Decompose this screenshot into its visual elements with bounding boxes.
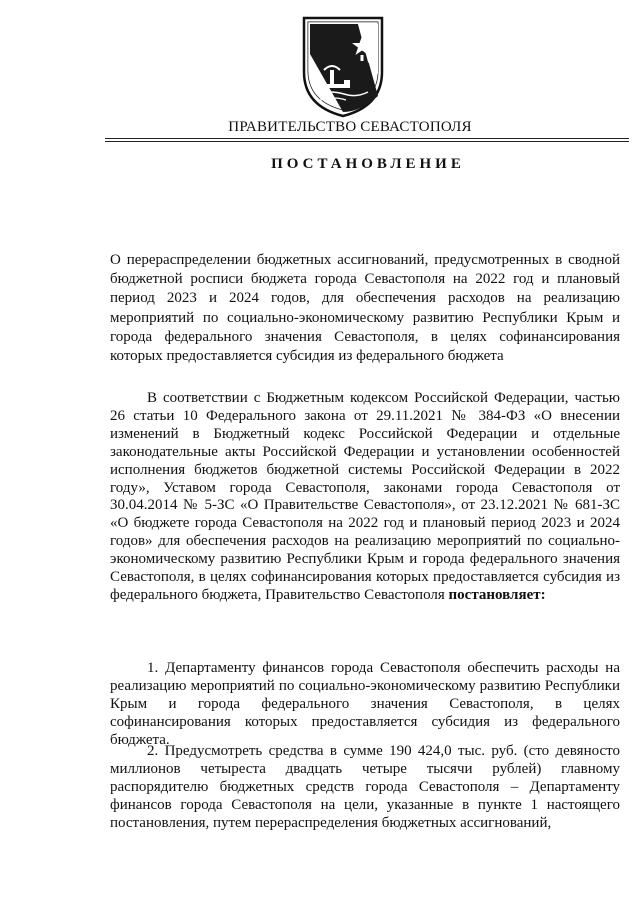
preamble-text: В соответствии с Бюджетным кодексом Российской Федерации, частью 26 статьи 10 Федерального закона от 29.11.2021 № 384-ФЗ «О внесении изменений в Бюджетный кодекс Российской Федерации и отдельные законодательные акты Российской Федерации и установлении особенностей исполнения бюджетов бюджетной системы Российской Федерации в 2022 году», Уставом города Севастополя, законами города Севастополя от 30.04.2014 № 5-ЗС «О Правительстве Севастополя», от 23.12.2021 № 681-ЗС «О бюджете города Севастополя на 2022 год и плановый период 2023 и 2024 годов» для обеспечения расходов на реализацию мероприятий по социально-экономическому развитию Республики Крым и города федерального значения Севастополя, в целях софинансирования которых предоставляется субсидия из федерального бюджета, Правительство Севастополя bbox=[110, 390, 620, 603]
header-rule-top bbox=[105, 138, 629, 139]
clause-1: 1. Департаменту финансов города Севастополя обеспечить расходы на реализацию мероприятий по социально-экономическому развитию Республики Крым и города федерального значения Севастополя, в целях софинансирования которых предоставляется субсидия из федерального бюджета. bbox=[110, 660, 620, 748]
coat-of-arms-emblem bbox=[300, 14, 386, 118]
preamble-paragraph bbox=[110, 390, 620, 605]
clause-2: 2. Предусмотреть средства в сумме 190 424,0 тыс. руб. (сто девяносто миллионов четыреста двадцать четыре тысячи рублей) главному распорядителю бюджетных средств города Севастополя – Департаменту финансов города Севастополя на цели, указанные в пункте 1 настоящего постановления, путем перераспределения бюджетных ассигнований, bbox=[110, 743, 620, 831]
document-subject: О перераспределении бюджетных ассигнований, предусмотренных в сводной бюджетной росписи бюджета города Севастополя на 2022 год и плановый период 2023 и 2024 годов, для обеспечения расходов на реализацию мероприятий по социально-экономическому развитию Республики Крым и города федерального значения Севастополя, в целях софинансирования которых предоставляется субсидия из федерального бюджета bbox=[110, 252, 620, 365]
document-type: ПОСТАНОВЛЕНИЕ bbox=[271, 156, 465, 172]
government-name: ПРАВИТЕЛЬСТВО СЕВАСТОПОЛЯ bbox=[228, 119, 472, 135]
sevastopol-coat-of-arms-icon bbox=[300, 14, 386, 118]
header-rule-bottom bbox=[105, 141, 629, 142]
decree-word: постановляет: bbox=[448, 586, 546, 603]
